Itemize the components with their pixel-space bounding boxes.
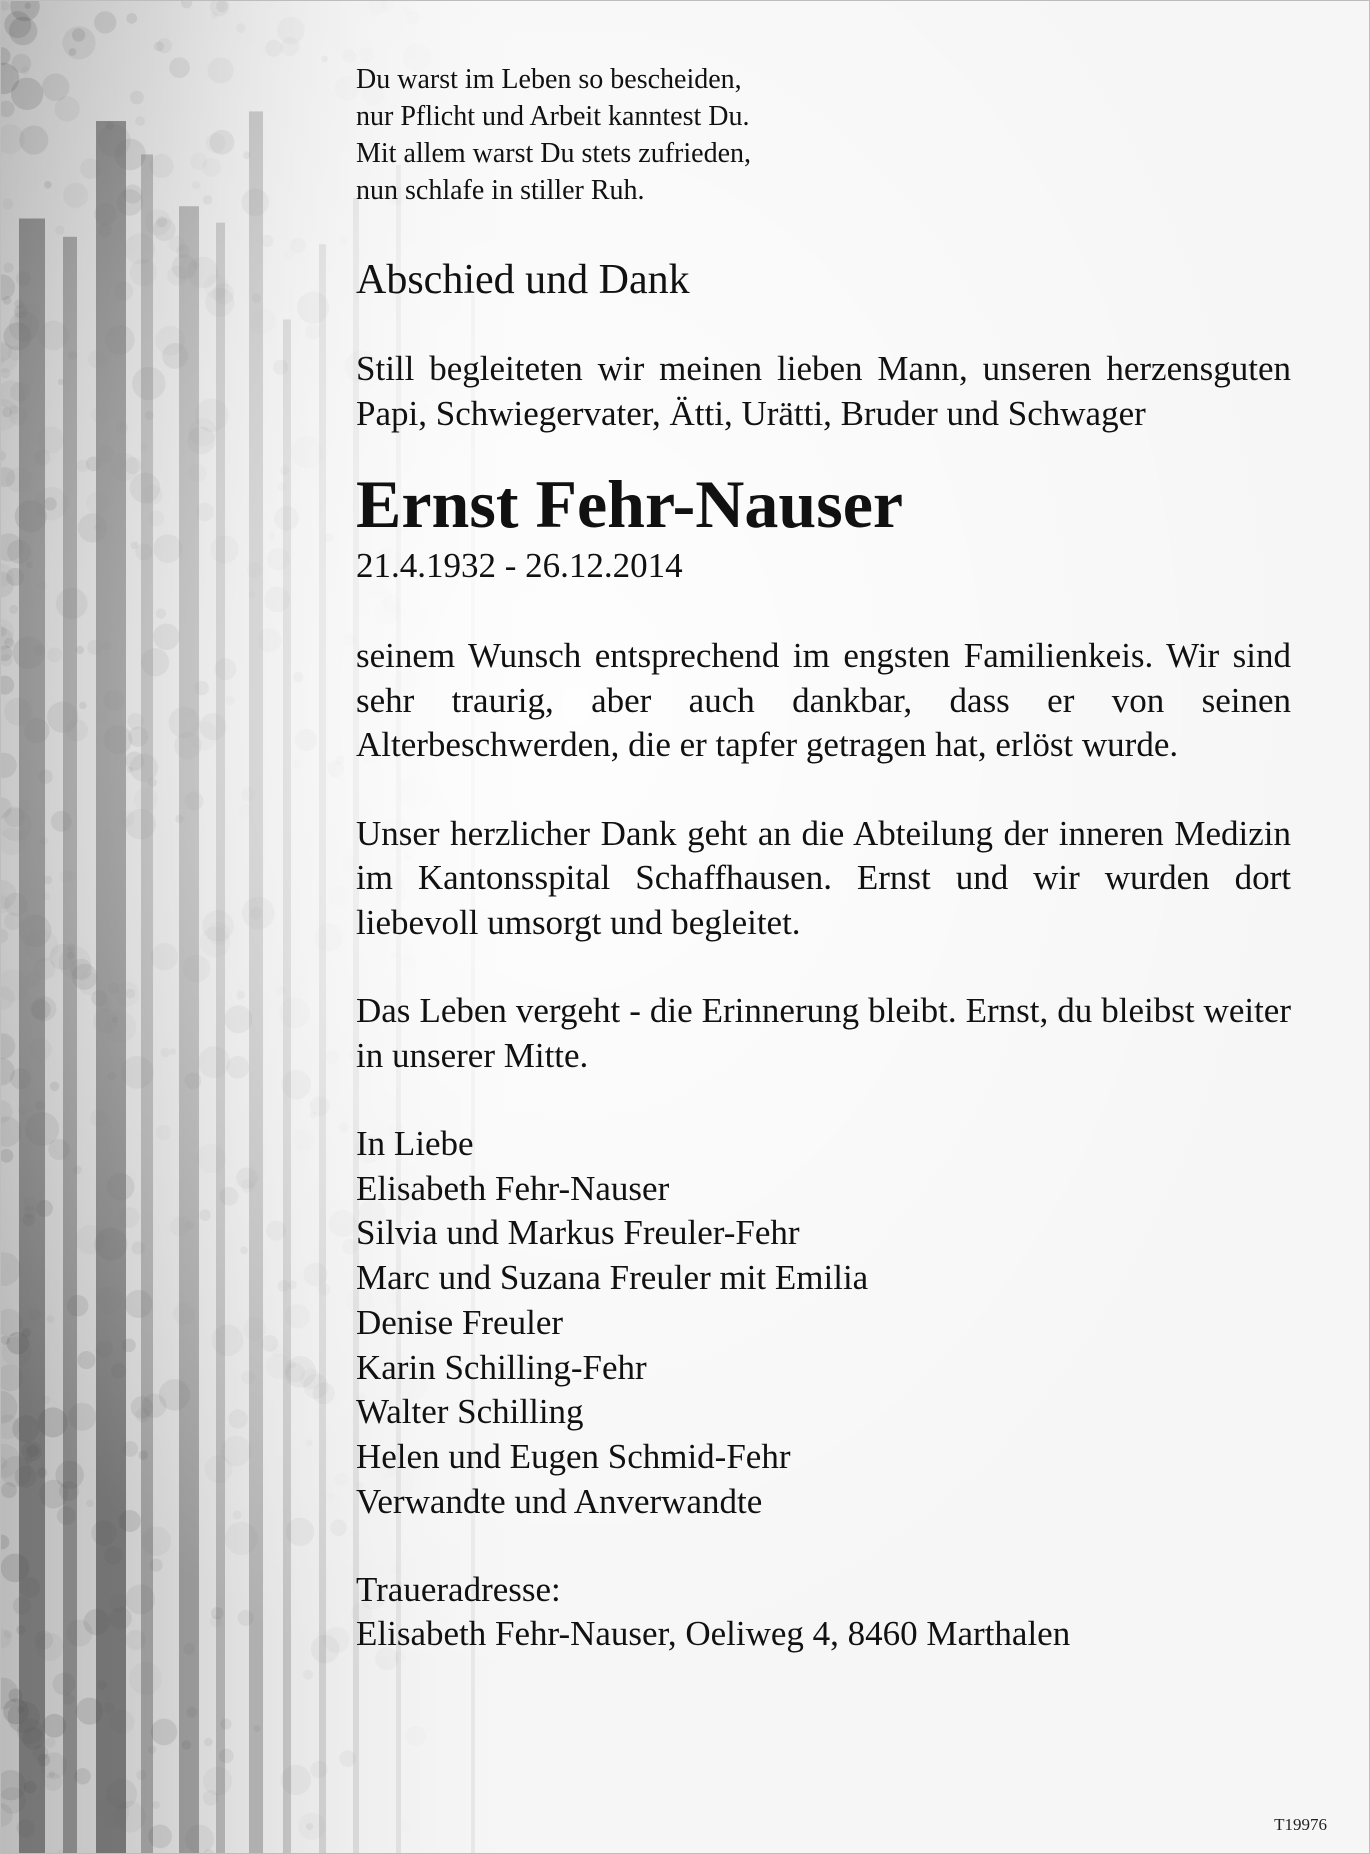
body-paragraph: seinem Wunsch entsprechend im engsten Familienkeis. Wir sind sehr traurig, aber auch dankbar, dass er von seinen Alterbeschwerden, die er tapfer getragen hat, erlöst wurde. xyxy=(356,636,1291,764)
signature-line: Silvia und Markus Freuler-Fehr xyxy=(356,1213,800,1253)
signature-line: In Liebe xyxy=(356,1124,474,1163)
memorial-poem xyxy=(356,61,1291,209)
signature-line: Karin Schilling-Fehr xyxy=(356,1347,647,1387)
signature-line: Elisabeth Fehr-Nauser xyxy=(356,1168,670,1208)
life-dates: 21.4.1932 - 26.12.2014 xyxy=(356,546,683,585)
signature-line: Helen und Eugen Schmid-Fehr xyxy=(356,1436,791,1476)
address-value: Elisabeth Fehr-Nauser, Oeliweg 4, 8460 Marthalen xyxy=(356,1614,1071,1654)
signature-line: Denise Freuler xyxy=(356,1302,564,1342)
signature-line: Marc und Suzana Freuler mit Emilia xyxy=(356,1258,869,1298)
address-label: Traueradresse: xyxy=(356,1570,561,1610)
signatures-list xyxy=(356,1122,1291,1524)
reference-code: T19976 xyxy=(1274,1815,1327,1834)
obituary-text xyxy=(356,61,1291,1656)
body-paragraph: Das Leben vergeht - die Erinnerung bleibt. Ernst, du bleibst weiter in unserer Mitte. xyxy=(356,991,1291,1075)
signature-line: Verwandte und Anverwandte xyxy=(356,1481,763,1521)
poem-line: Du warst im Leben so bescheiden, xyxy=(356,64,742,95)
intro-paragraph: Still begleiteten wir meinen lieben Mann, unseren herzensguten Papi, Schwiegervater, Ätti, Urätti, Bruder und Schwager xyxy=(356,349,1291,433)
body-paragraph: Unser herzlicher Dank geht an die Abteilung der inneren Medizin im Kantonsspital Schaffhausen. Ernst und wir wurden dort liebevoll umsorgt und begleitet. xyxy=(356,813,1291,942)
mourning-address xyxy=(356,1568,1291,1656)
deceased-name: Ernst Fehr-Nauser xyxy=(356,466,904,542)
poem-line: nun schlafe in stiller Ruh. xyxy=(356,175,645,206)
signature-line: Walter Schilling xyxy=(356,1392,584,1432)
section-heading: Abschied und Dank xyxy=(356,257,690,303)
poem-line: Mit allem warst Du stets zufrieden, xyxy=(356,138,752,169)
poem-line: nur Pflicht und Arbeit kanntest Du. xyxy=(356,101,750,132)
